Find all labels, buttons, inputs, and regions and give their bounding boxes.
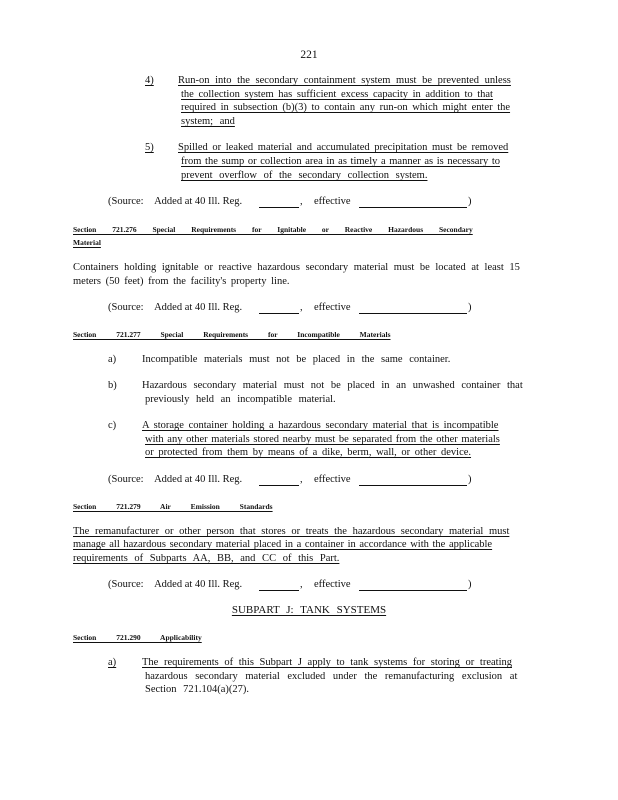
source-reg-blank	[259, 207, 299, 208]
source-effective-blank	[359, 485, 467, 486]
source-effective: effective	[314, 302, 351, 313]
source-comma: ,	[300, 579, 303, 590]
item-5-line-2: from the sump or collection area in as timely a manner as is necessary to	[181, 156, 500, 167]
item-5-line-1: Spilled or leaked material and accumulated precipitation must be removed	[178, 142, 509, 153]
section-276-heading-cont: Material	[73, 238, 101, 247]
source-open: (Source:	[108, 302, 144, 313]
section-290-line-3: Section 721.104(a)(27).	[145, 684, 250, 695]
section-290-line-1: The requirements of this Subpart J apply to tank systems for storing or treating	[142, 657, 512, 668]
source-effective: effective	[314, 196, 351, 207]
item-5-line-3: prevent overflow of the secondary collection system.	[181, 170, 428, 181]
section-277-item-b-label: b)	[108, 380, 117, 391]
section-276-body-1: Containers holding ignitable or reactive hazardous secondary material must be located at least 15	[73, 262, 520, 273]
item-4-line-2: the collection system has sufficient excess capacity in addition to that	[181, 89, 493, 100]
source-added: Added at 40 Ill. Reg.	[154, 302, 243, 313]
source-open: (Source:	[108, 579, 144, 590]
section-277-item-a-label: a)	[108, 354, 117, 365]
source-comma: ,	[300, 474, 303, 485]
section-290-line-2: hazardous secondary material excluded under the remanufacturing exclusion at	[145, 671, 518, 682]
source-comma: ,	[300, 196, 303, 207]
source-effective-blank	[359, 313, 467, 314]
source-open: (Source:	[108, 474, 144, 485]
source-close: )	[468, 579, 472, 590]
source-added: Added at 40 Ill. Reg.	[154, 579, 243, 590]
section-279-body-3: requirements of Subparts AA, BB, and CC of this Part.	[73, 553, 340, 564]
section-276-heading: Section 721.276 Special Requirements for Ignitable or Reactive Hazardous Secondary	[73, 225, 473, 234]
source-added: Added at 40 Ill. Reg.	[154, 474, 243, 485]
section-277-item-a-line-1: Incompatible materials must not be placed in the same container.	[142, 354, 451, 365]
section-277-item-b-line-1: Hazardous secondary material must not be placed in an unwashed container that	[142, 380, 523, 391]
source-reg-blank	[259, 590, 299, 591]
page-number: 221	[300, 49, 318, 61]
section-277-heading: Section 721.277 Special Requirements for Incompatible Materials	[73, 330, 391, 339]
section-279-heading: Section 721.279 Air Emission Standards	[73, 502, 273, 511]
item-4-line-4: system; and	[181, 116, 235, 127]
item-4-line-1: Run-on into the secondary containment system must be prevented unless	[178, 75, 511, 86]
source-close: )	[468, 196, 472, 207]
section-290-heading: Section 721.290 Applicability	[73, 633, 202, 642]
source-open: (Source:	[108, 196, 144, 207]
source-close: )	[468, 474, 472, 485]
source-reg-blank	[259, 313, 299, 314]
item-5-label: 5)	[145, 142, 154, 153]
section-277-item-c-line-3: or protected from them by means of a dike, berm, wall, or other device.	[145, 447, 472, 458]
item-4-label: 4)	[145, 75, 154, 86]
source-reg-blank	[259, 485, 299, 486]
section-277-item-b-line-2: previously held an incompatible material.	[145, 394, 336, 405]
section-277-item-c-label: c)	[108, 420, 117, 431]
source-comma: ,	[300, 302, 303, 313]
source-note-2	[108, 302, 242, 314]
subpart-heading	[0, 604, 618, 616]
section-279-body-1: The remanufacturer or other person that stores or treats the hazardous secondary material must	[73, 526, 510, 537]
source-note-1	[108, 196, 242, 208]
source-close: )	[468, 302, 472, 313]
section-279-body-2: manage all hazardous secondary material placed in a container in accordance with the applicable	[73, 539, 493, 550]
source-added: Added at 40 Ill. Reg.	[154, 196, 243, 207]
item-4-line-3: required in subsection (b)(3) to contain any run-on which might enter the	[181, 102, 511, 113]
source-effective: effective	[314, 579, 351, 590]
source-effective-blank	[359, 590, 467, 591]
section-290-item-a-label: a)	[108, 657, 117, 668]
source-note-3	[108, 474, 242, 486]
section-277-item-c-line-2: with any other materials stored nearby must be separated from the other materials	[145, 434, 500, 445]
source-effective-blank	[359, 207, 467, 208]
section-276-body-2: meters (50 feet) from the facility's property line.	[73, 276, 290, 287]
source-note-4	[108, 579, 242, 591]
section-277-item-c-line-1: A storage container holding a hazardous secondary material that is incompatible	[142, 420, 499, 431]
subpart-heading-text: SUBPART J: TANK SYSTEMS	[231, 604, 387, 616]
source-effective: effective	[314, 474, 351, 485]
